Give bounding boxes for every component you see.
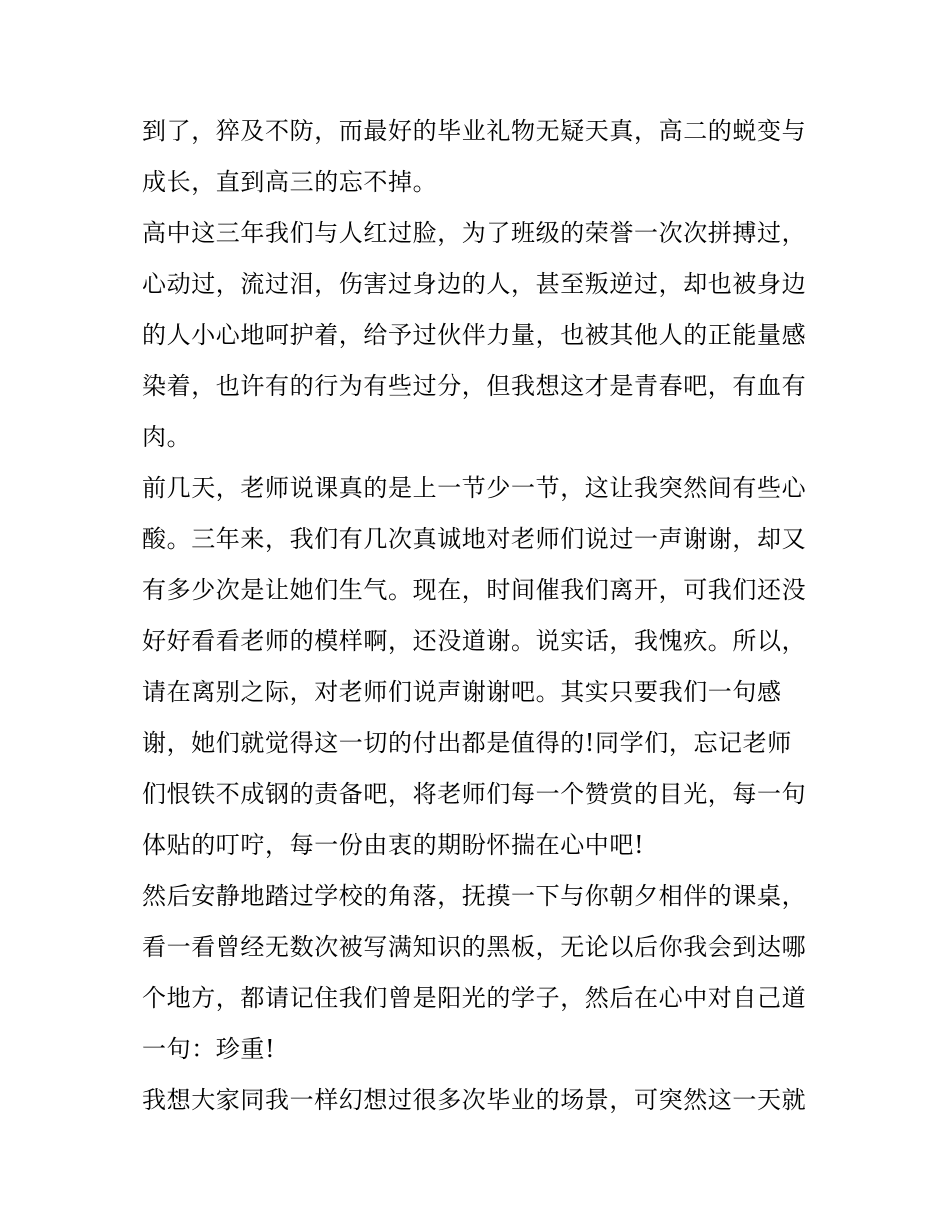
text-line: 前几天，老师说课真的是上一节少一节，这让我突然间有些心 bbox=[142, 474, 807, 502]
text-line: 好好看看老师的模样啊，还没道谢。说实话，我愧疚。所以， bbox=[142, 627, 807, 655]
text-line: 染着，也许有的行为有些过分，但我想这才是青春吧，有血有 bbox=[142, 372, 807, 400]
text-line: 们恨铁不成钢的责备吧，将老师们每一个赞赏的目光，每一句 bbox=[142, 780, 807, 808]
paragraph bbox=[142, 871, 822, 1075]
text-line: 然后安静地踏过学校的角落，抚摸一下与你朝夕相伴的课桌， bbox=[142, 882, 807, 910]
text-line: 到了，猝及不防，而最好的毕业礼物无疑天真，高二的蜕变与 bbox=[142, 117, 807, 145]
text-line: 谢，她们就觉得这一切的付出都是值得的!同学们，忘记老师 bbox=[142, 729, 792, 757]
text-line: 高中这三年我们与人红过脸，为了班级的荣誉一次次拼搏过， bbox=[142, 219, 807, 247]
text-line: 成长，直到高三的忘不掉。 bbox=[142, 168, 438, 196]
paragraph bbox=[142, 106, 822, 208]
paragraph bbox=[142, 1075, 822, 1126]
text-line: 我想大家同我一样幻想过很多次毕业的场景，可突然这一天就 bbox=[142, 1086, 807, 1114]
text-line: 个地方，都请记住我们曾是阳光的学子，然后在心中对自己道 bbox=[142, 984, 807, 1012]
paragraph bbox=[142, 208, 822, 463]
text-line: 体贴的叮咛，每一份由衷的期盼怀揣在心中吧! bbox=[142, 831, 645, 859]
paragraph bbox=[142, 463, 822, 871]
text-line: 肉。 bbox=[142, 423, 192, 451]
text-line: 心动过，流过泪，伤害过身边的人，甚至叛逆过，却也被身边 bbox=[142, 270, 807, 298]
text-line: 酸。三年来，我们有几次真诚地对老师们说过一声谢谢，却又 bbox=[142, 525, 807, 553]
text-line: 有多少次是让她们生气。现在，时间催我们离开，可我们还没 bbox=[142, 576, 807, 604]
text-line: 一句：珍重! bbox=[142, 1035, 276, 1063]
text-line: 请在离别之际，对老师们说声谢谢吧。其实只要我们一句感 bbox=[142, 678, 782, 706]
text-line: 的人小心地呵护着，给予过伙伴力量，也被其他人的正能量感 bbox=[142, 321, 807, 349]
document-body bbox=[142, 106, 822, 1126]
text-line: 看一看曾经无数次被写满知识的黑板，无论以后你我会到达哪 bbox=[142, 933, 807, 961]
